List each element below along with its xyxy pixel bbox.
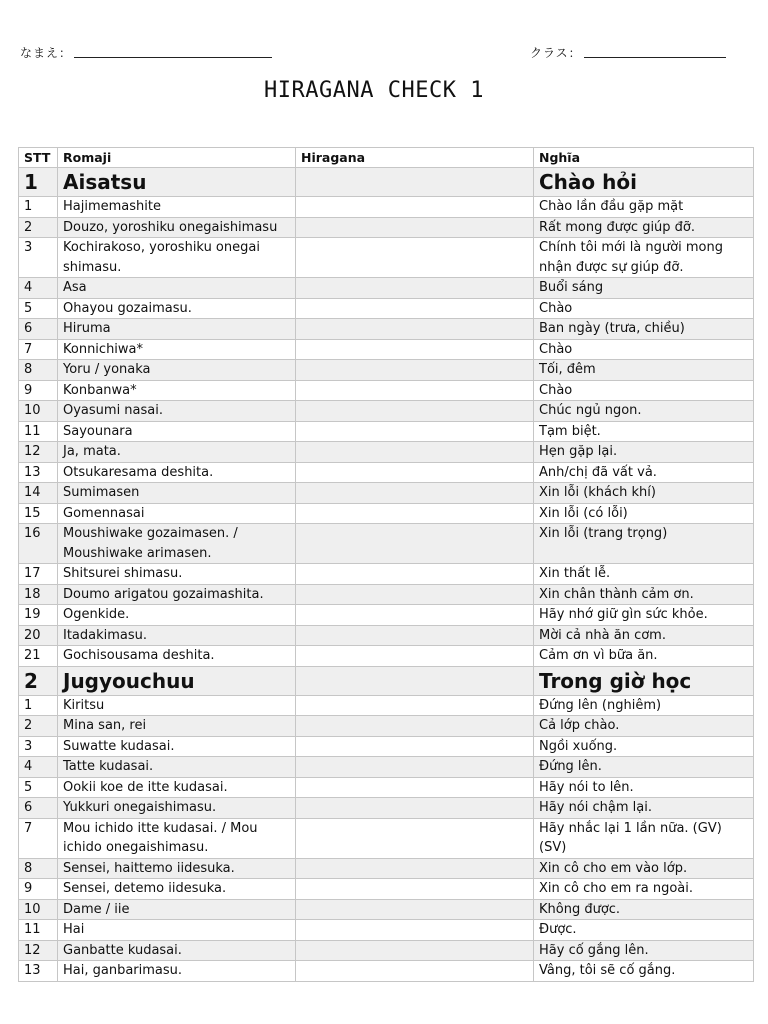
class-field — [530, 44, 726, 61]
romaji-cell: Sensei, haittemo iidesuka. — [58, 858, 296, 879]
meaning-cell: Chào lần đầu gặp mặt — [534, 197, 754, 218]
hiragana-answer-cell[interactable] — [296, 339, 534, 360]
section-hiragana-cell[interactable] — [296, 666, 534, 695]
name-label: なまえ： — [20, 46, 73, 60]
section-title-romaji: Jugyouchuu — [58, 666, 296, 695]
row-number: 21 — [19, 646, 58, 667]
meaning-cell: Xin cô cho em vào lớp. — [534, 858, 754, 879]
romaji-cell: Dame / iie — [58, 899, 296, 920]
row-number: 4 — [19, 278, 58, 299]
hiragana-answer-cell[interactable] — [296, 278, 534, 299]
table-header-row — [19, 148, 754, 168]
table-row — [19, 442, 754, 463]
table-row — [19, 564, 754, 585]
hiragana-answer-cell[interactable] — [296, 524, 534, 564]
table-row — [19, 483, 754, 504]
table-row — [19, 503, 754, 524]
table-row — [19, 278, 754, 299]
romaji-cell: Sumimasen — [58, 483, 296, 504]
romaji-cell: Ogenkide. — [58, 605, 296, 626]
hiragana-answer-cell[interactable] — [296, 421, 534, 442]
row-number: 3 — [19, 238, 58, 278]
row-number: 3 — [19, 736, 58, 757]
meaning-cell: Hãy cố gắng lên. — [534, 940, 754, 961]
table-body — [19, 168, 754, 982]
column-header-romaji: Romaji — [58, 148, 296, 168]
romaji-cell: Itadakimasu. — [58, 625, 296, 646]
hiragana-answer-cell[interactable] — [296, 605, 534, 626]
table-row — [19, 584, 754, 605]
section-title-romaji: Aisatsu — [58, 168, 296, 197]
meaning-cell: Hãy nói chậm lại. — [534, 798, 754, 819]
meaning-cell: Anh/chị đã vất vả. — [534, 462, 754, 483]
meaning-cell: Xin cô cho em ra ngoài. — [534, 879, 754, 900]
table-row — [19, 217, 754, 238]
row-number: 7 — [19, 818, 58, 858]
hiragana-answer-cell[interactable] — [296, 401, 534, 422]
romaji-cell: Gomennasai — [58, 503, 296, 524]
row-number: 2 — [19, 716, 58, 737]
hiragana-answer-cell[interactable] — [296, 483, 534, 504]
romaji-cell: Suwatte kudasai. — [58, 736, 296, 757]
vocabulary-table — [18, 147, 754, 982]
row-number: 10 — [19, 899, 58, 920]
table-row — [19, 798, 754, 819]
romaji-cell: Otsukaresama deshita. — [58, 462, 296, 483]
table-row — [19, 238, 754, 278]
meaning-cell: Xin chân thành cảm ơn. — [534, 584, 754, 605]
hiragana-answer-cell[interactable] — [296, 319, 534, 340]
table-row — [19, 524, 754, 564]
meaning-cell: Cả lớp chào. — [534, 716, 754, 737]
row-number: 18 — [19, 584, 58, 605]
section-title-meaning: Trong giờ học — [534, 666, 754, 695]
meaning-cell: Mời cả nhà ăn cơm. — [534, 625, 754, 646]
table-row — [19, 319, 754, 340]
table-row — [19, 605, 754, 626]
hiragana-answer-cell[interactable] — [296, 695, 534, 716]
table-row — [19, 879, 754, 900]
hiragana-answer-cell[interactable] — [296, 625, 534, 646]
table-row — [19, 858, 754, 879]
hiragana-answer-cell[interactable] — [296, 818, 534, 858]
row-number: 9 — [19, 380, 58, 401]
class-blank-line[interactable] — [584, 57, 726, 58]
hiragana-answer-cell[interactable] — [296, 798, 534, 819]
meaning-cell: Được. — [534, 920, 754, 941]
table-row — [19, 695, 754, 716]
row-number: 11 — [19, 920, 58, 941]
section-title-meaning: Chào hỏi — [534, 168, 754, 197]
hiragana-answer-cell[interactable] — [296, 777, 534, 798]
romaji-cell: Sayounara — [58, 421, 296, 442]
row-number: 11 — [19, 421, 58, 442]
romaji-cell: Konbanwa* — [58, 380, 296, 401]
table-row — [19, 736, 754, 757]
hiragana-answer-cell[interactable] — [296, 920, 534, 941]
table-row — [19, 339, 754, 360]
meaning-cell: Tối, đêm — [534, 360, 754, 381]
romaji-cell: Moushiwake gozaimasen. / Moushiwake arimasen. — [58, 524, 296, 564]
table-row — [19, 625, 754, 646]
hiragana-answer-cell[interactable] — [296, 564, 534, 585]
hiragana-answer-cell[interactable] — [296, 858, 534, 879]
row-number: 16 — [19, 524, 58, 564]
class-label: クラス： — [530, 46, 582, 60]
hiragana-answer-cell[interactable] — [296, 380, 534, 401]
meaning-cell: Xin thất lễ. — [534, 564, 754, 585]
hiragana-answer-cell[interactable] — [296, 238, 534, 278]
hiragana-answer-cell[interactable] — [296, 462, 534, 483]
meaning-cell: Chào — [534, 298, 754, 319]
row-number: 17 — [19, 564, 58, 585]
romaji-cell: Doumo arigatou gozaimashita. — [58, 584, 296, 605]
meaning-cell: Hãy nhớ giữ gìn sức khỏe. — [534, 605, 754, 626]
hiragana-answer-cell[interactable] — [296, 940, 534, 961]
table-row — [19, 197, 754, 218]
row-number: 14 — [19, 483, 58, 504]
hiragana-answer-cell[interactable] — [296, 298, 534, 319]
row-number: 20 — [19, 625, 58, 646]
row-number: 5 — [19, 777, 58, 798]
table-row — [19, 716, 754, 737]
meaning-cell: Đứng lên (nghiêm) — [534, 695, 754, 716]
hiragana-answer-cell[interactable] — [296, 646, 534, 667]
romaji-cell: Gochisousama deshita. — [58, 646, 296, 667]
table-row — [19, 421, 754, 442]
row-number: 5 — [19, 298, 58, 319]
romaji-cell: Kiritsu — [58, 695, 296, 716]
row-number: 1 — [19, 695, 58, 716]
meaning-cell: Chào — [534, 380, 754, 401]
romaji-cell: Yoru / yonaka — [58, 360, 296, 381]
column-header-stt: STT — [19, 148, 58, 168]
romaji-cell: Hai, ganbarimasu. — [58, 961, 296, 982]
row-number: 9 — [19, 879, 58, 900]
table-row — [19, 401, 754, 422]
romaji-cell: Asa — [58, 278, 296, 299]
table-row — [19, 961, 754, 982]
meaning-cell: Tạm biệt. — [534, 421, 754, 442]
romaji-cell: Douzo, yoroshiku onegaishimasu — [58, 217, 296, 238]
romaji-cell: Sensei, detemo iidesuka. — [58, 879, 296, 900]
meaning-cell: Vâng, tôi sẽ cố gắng. — [534, 961, 754, 982]
romaji-cell: Mou ichido itte kudasai. / Mou ichido onegaishimasu. — [58, 818, 296, 858]
meaning-cell: Chào — [534, 339, 754, 360]
romaji-cell: Mina san, rei — [58, 716, 296, 737]
meaning-cell: Hãy nói to lên. — [534, 777, 754, 798]
table-row — [19, 462, 754, 483]
romaji-cell: Tatte kudasai. — [58, 757, 296, 778]
table-row — [19, 777, 754, 798]
row-number: 13 — [19, 961, 58, 982]
hiragana-answer-cell[interactable] — [296, 217, 534, 238]
hiragana-answer-cell[interactable] — [296, 961, 534, 982]
romaji-cell: Kochirakoso, yoroshiku onegai shimasu. — [58, 238, 296, 278]
romaji-cell: Konnichiwa* — [58, 339, 296, 360]
hiragana-answer-cell[interactable] — [296, 716, 534, 737]
hiragana-answer-cell[interactable] — [296, 757, 534, 778]
row-number: 6 — [19, 319, 58, 340]
meaning-cell: Đứng lên. — [534, 757, 754, 778]
hiragana-answer-cell[interactable] — [296, 879, 534, 900]
row-number: 1 — [19, 197, 58, 218]
romaji-cell: Hiruma — [58, 319, 296, 340]
row-number: 12 — [19, 940, 58, 961]
meaning-cell: Xin lỗi (trang trọng) — [534, 524, 754, 564]
table-row — [19, 360, 754, 381]
hiragana-answer-cell[interactable] — [296, 503, 534, 524]
hiragana-answer-cell[interactable] — [296, 197, 534, 218]
row-number: 4 — [19, 757, 58, 778]
romaji-cell: Ohayou gozaimasu. — [58, 298, 296, 319]
meaning-cell: Xin lỗi (có lỗi) — [534, 503, 754, 524]
student-name-field — [20, 44, 272, 61]
hiragana-answer-cell[interactable] — [296, 360, 534, 381]
meaning-cell: Ngồi xuống. — [534, 736, 754, 757]
romaji-cell: Ookii koe de itte kudasai. — [58, 777, 296, 798]
row-number: 10 — [19, 401, 58, 422]
row-number: 19 — [19, 605, 58, 626]
romaji-cell: Hajimemashite — [58, 197, 296, 218]
table-row — [19, 920, 754, 941]
table-row — [19, 298, 754, 319]
table-row — [19, 940, 754, 961]
meaning-cell: Rất mong được giúp đỡ. — [534, 217, 754, 238]
meaning-cell: Ban ngày (trưa, chiều) — [534, 319, 754, 340]
column-header-meaning: Nghĩa — [534, 148, 754, 168]
row-number: 13 — [19, 462, 58, 483]
row-number: 8 — [19, 360, 58, 381]
section-header-row — [19, 666, 754, 695]
table-row — [19, 757, 754, 778]
column-header-hiragana: Hiragana — [296, 148, 534, 168]
section-hiragana-cell[interactable] — [296, 168, 534, 197]
meaning-cell: Xin lỗi (khách khí) — [534, 483, 754, 504]
row-number: 12 — [19, 442, 58, 463]
hiragana-answer-cell[interactable] — [296, 584, 534, 605]
romaji-cell: Shitsurei shimasu. — [58, 564, 296, 585]
row-number: 15 — [19, 503, 58, 524]
section-header-row — [19, 168, 754, 197]
worksheet-title: HIRAGANA CHECK 1 — [264, 78, 484, 103]
romaji-cell: Ganbatte kudasai. — [58, 940, 296, 961]
table-row — [19, 899, 754, 920]
meaning-cell: Cảm ơn vì bữa ăn. — [534, 646, 754, 667]
meaning-cell: Không được. — [534, 899, 754, 920]
row-number: 7 — [19, 339, 58, 360]
hiragana-answer-cell[interactable] — [296, 899, 534, 920]
meaning-cell: Hãy nhắc lại 1 lần nữa. (GV) (SV) — [534, 818, 754, 858]
romaji-cell: Hai — [58, 920, 296, 941]
meaning-cell: Hẹn gặp lại. — [534, 442, 754, 463]
meaning-cell: Chúc ngủ ngon. — [534, 401, 754, 422]
row-number: 2 — [19, 217, 58, 238]
section-number: 2 — [19, 666, 58, 695]
romaji-cell: Yukkuri onegaishimasu. — [58, 798, 296, 819]
row-number: 8 — [19, 858, 58, 879]
meaning-cell: Chính tôi mới là người mong nhận được sự giúp đỡ. — [534, 238, 754, 278]
section-number: 1 — [19, 168, 58, 197]
romaji-cell: Oyasumi nasai. — [58, 401, 296, 422]
hiragana-answer-cell[interactable] — [296, 442, 534, 463]
meaning-cell: Buổi sáng — [534, 278, 754, 299]
hiragana-answer-cell[interactable] — [296, 736, 534, 757]
name-blank-line[interactable] — [74, 57, 272, 58]
romaji-cell: Ja, mata. — [58, 442, 296, 463]
table-row — [19, 380, 754, 401]
table-row — [19, 818, 754, 858]
table-row — [19, 646, 754, 667]
row-number: 6 — [19, 798, 58, 819]
